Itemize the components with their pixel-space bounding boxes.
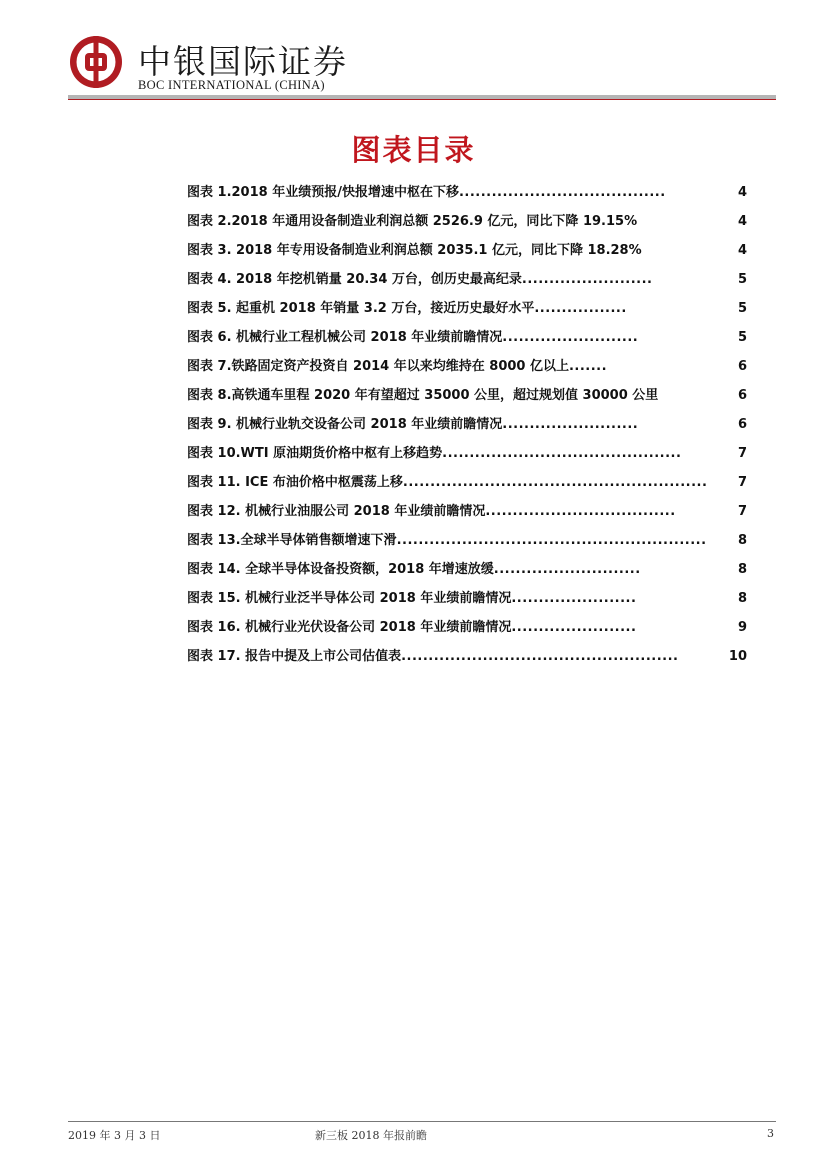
toc-entry[interactable] [187,207,747,236]
toc-entry-text: 图表 8.高铁通车里程 2020 年有望超过 35000 公里，超过规划值 30000 公里 [187,388,659,403]
toc-leader: ...................................... [458,185,666,200]
toc-list [187,178,747,671]
toc-page-number: 7 [737,504,747,519]
brand-name-chinese: 中银国际证券 [138,42,348,81]
toc-entry-text: 图表 11. ICE 布油价格中枢震荡上移 [187,475,403,490]
boc-coin-logo-icon [68,34,124,90]
toc-leader: ......................... [502,330,639,345]
page-title: 图表目录 [351,133,476,167]
toc-entry-text: 图表 7.铁路固定资产投资自 2014 年以来均维持在 8000 亿以上 [187,359,569,374]
toc-leader: ................................... [485,504,676,519]
toc-entry[interactable] [187,555,747,584]
toc-entry[interactable] [187,642,747,671]
toc-entry-text: 图表 2.2018 年通用设备制造业利润总额 2526.9 亿元，同比下降 19.15% [187,214,638,229]
toc-leader: ........................................................ [402,475,708,490]
toc-leader: ................. [534,301,627,316]
toc-entry-text: 图表 12. 机械行业油服公司 2018 年业绩前瞻情况 [187,504,486,519]
toc-page-number: 8 [737,562,747,577]
toc-entry-text: 图表 15. 机械行业泛半导体公司 2018 年业绩前瞻情况 [187,591,512,606]
toc-page-number: 9 [737,620,747,635]
footer-page-number: 3 [767,1127,774,1140]
toc-page-number: 7 [737,475,747,490]
toc-leader: ....... [568,359,608,374]
toc-entry[interactable] [187,439,747,468]
toc-page-number: 8 [737,591,747,606]
toc-entry-text: 图表 16. 机械行业光伏设备公司 2018 年业绩前瞻情况 [187,620,512,635]
toc-leader: ........................ [521,272,653,287]
toc-entry-text: 图表 1.2018 年业绩预报/快报增速中枢在下移 [187,185,459,200]
brand-name-english: BOC INTERNATIONAL (CHINA) [138,78,325,92]
toc-page-number: 5 [737,272,747,287]
toc-leader: ......................................................... [396,533,707,548]
toc-entry[interactable] [187,178,747,207]
toc-entry-text: 图表 6. 机械行业工程机械公司 2018 年业绩前瞻情况 [187,330,503,345]
toc-entry[interactable] [187,352,747,381]
toc-leader: ....................... [511,620,637,635]
toc-leader: ................................................... [401,649,679,664]
toc-entry-text: 图表 13.全球半导体销售额增速下滑 [187,533,397,548]
toc-page-number: 6 [737,417,747,432]
toc-page-number: 8 [737,533,747,548]
header-accent-line [68,99,776,100]
toc-entry[interactable] [187,381,747,410]
toc-entry[interactable] [187,236,747,265]
toc-entry[interactable] [187,294,747,323]
toc-page-number: 4 [737,243,747,258]
toc-page-number: 6 [737,388,747,403]
toc-leader: ......................... [502,417,639,432]
toc-entry-text: 图表 17. 报告中提及上市公司估值表 [187,649,402,664]
toc-entry-text: 图表 4. 2018 年挖机销量 20.34 万台，创历史最高纪录 [187,272,522,287]
toc-entry-text: 图表 5. 起重机 2018 年销量 3.2 万台，接近历史最好水平 [187,301,535,316]
toc-entry[interactable] [187,323,747,352]
toc-page-number: 5 [737,301,747,316]
footer-date: 2019 年 3 月 3 日 [68,1129,161,1142]
toc-page-number: 5 [737,330,747,345]
toc-leader: ........................... [493,562,641,577]
toc-leader: ....................... [511,591,637,606]
toc-entry-text: 图表 10.WTI 原油期货价格中枢有上移趋势 [187,446,443,461]
toc-entry[interactable] [187,265,747,294]
toc-entry[interactable] [187,468,747,497]
toc-page-number: 10 [728,649,747,664]
toc-page-number: 4 [737,214,747,229]
toc-entry-text: 图表 9. 机械行业轨交设备公司 2018 年业绩前瞻情况 [187,417,503,432]
toc-leader: ............................................ [442,446,682,461]
toc-entry-text: 图表 14. 全球半导体设备投资额，2018 年增速放缓 [187,562,494,577]
toc-entry[interactable] [187,584,747,613]
footer-document-title: 新三板 2018 年报前瞻 [315,1129,427,1142]
toc-page-number: 7 [737,446,747,461]
toc-entry-text: 图表 3. 2018 年专用设备制造业利润总额 2035.1 亿元，同比下降 18.28% [187,243,642,258]
toc-entry[interactable] [187,497,747,526]
toc-entry[interactable] [187,410,747,439]
toc-page-number: 6 [737,359,747,374]
toc-page-number: 4 [737,185,747,200]
footer-divider [68,1121,776,1122]
toc-entry[interactable] [187,613,747,642]
toc-entry[interactable] [187,526,747,555]
